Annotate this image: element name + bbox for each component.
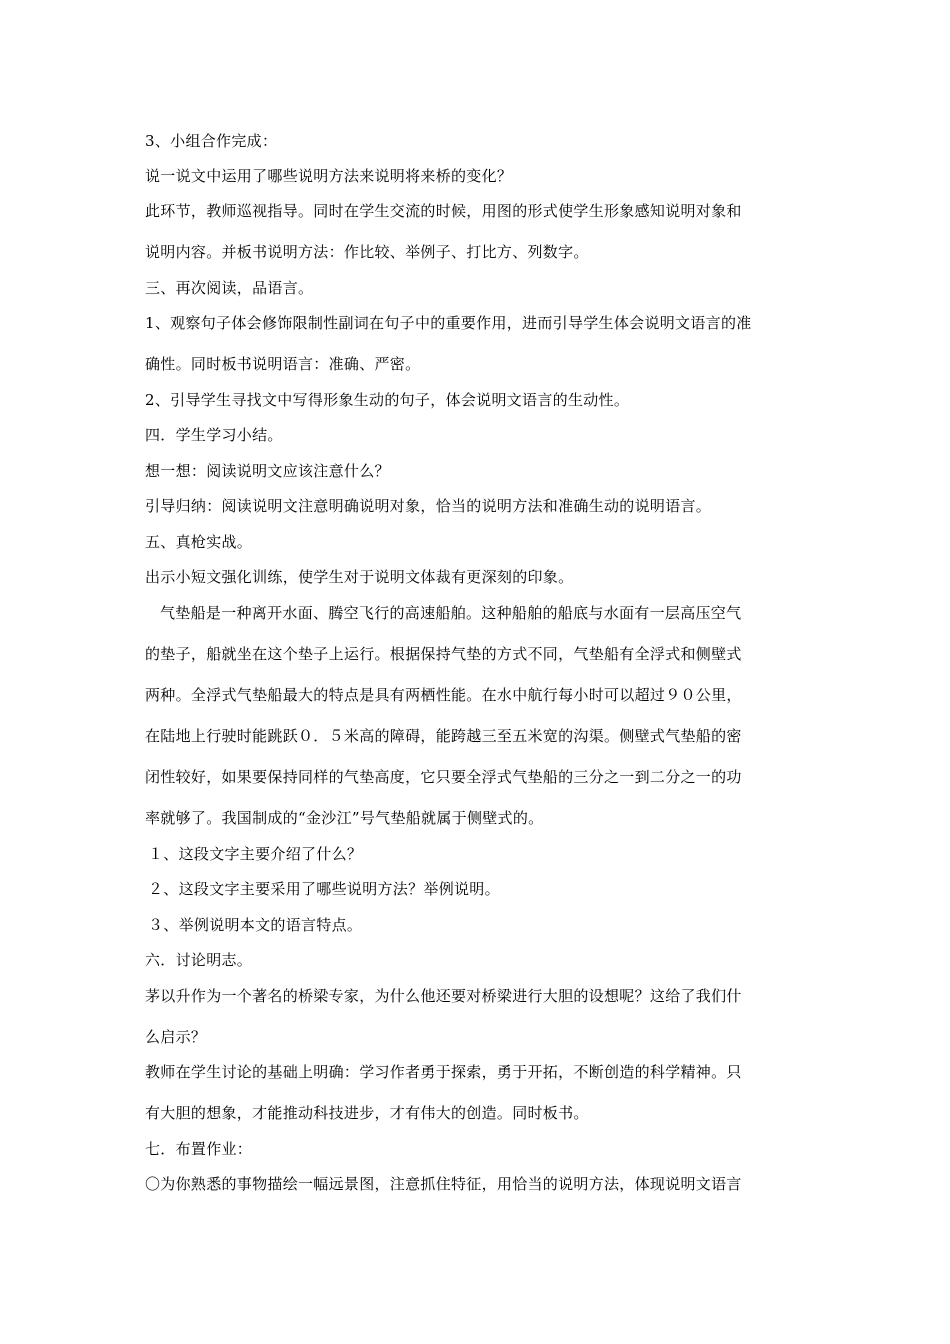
section-heading-7: 七．布置作业： bbox=[145, 1140, 253, 1158]
paragraph-line: 出示小短文强化训练，使学生对于说明文体裁有更深刻的印象。 bbox=[145, 568, 574, 586]
exercise-question-1: １、这段文字主要介绍了什么？ bbox=[148, 845, 363, 863]
paragraph-line: 引导归纳：阅读说明文注意明确说明对象，恰当的说明方法和准确生动的说明语言。 bbox=[145, 497, 712, 515]
task-question: 说一说文中运用了哪些说明方法来说明将来桥的变化？ bbox=[145, 167, 513, 185]
paragraph-line: 确性。同时板书说明语言：准确、严密。 bbox=[145, 355, 421, 373]
passage-line: 的垫子，船就坐在这个垫子上运行。根据保持气垫的方式不同，气垫船有全浮式和侧壁式 bbox=[145, 645, 742, 663]
passage-line: 在陆地上行驶时能跳跃０．５米高的障碍，能跨越三至五米宽的沟渠。侧壁式气垫船的密 bbox=[145, 727, 742, 745]
section-heading-5: 五、真枪实战。 bbox=[145, 533, 253, 551]
paragraph-line: 1、观察句子体会修饰限制性副词在句子中的重要作用，进而引导学生体会说明文语言的准 bbox=[145, 314, 752, 332]
paragraph-line: 教师在学生讨论的基础上明确：学习作者勇于探索，勇于开拓，不断创造的科学精神。只 bbox=[145, 1063, 742, 1081]
paragraph-line: 茅以升作为一个著名的桥梁专家，为什么他还要对桥梁进行大胆的设想呢？这给了我们什 bbox=[145, 987, 742, 1005]
homework-line: 〇为你熟悉的事物描绘一幅远景图，注意抓住特征，用恰当的说明方法，体现说明文语言 bbox=[145, 1175, 742, 1193]
passage-line: 两种。全浮式气垫船最大的特点是具有两栖性能。在水中航行每小时可以超过９０公里， bbox=[145, 686, 742, 704]
exercise-question-2: ２、这段文字主要采用了哪些说明方法？举例说明。 bbox=[148, 880, 500, 898]
passage-line: 率就够了。我国制成的“金沙江”号气垫船就属于侧壁式的。 bbox=[145, 809, 544, 827]
paragraph-line: 么启示？ bbox=[145, 1028, 207, 1046]
passage-line: 闭性较好，如果要保持同样的气垫高度，它只要全浮式气垫船的三分之一到二分之一的功 bbox=[145, 768, 742, 786]
section-heading-4: 四．学生学习小结。 bbox=[145, 426, 283, 444]
section-heading-6: 六．讨论明志。 bbox=[145, 951, 253, 969]
paragraph-line: 2、引导学生寻找文中写得形象生动的句子，体会说明文语言的生动性。 bbox=[145, 391, 630, 409]
step-3-heading: 3、小组合作完成： bbox=[145, 132, 278, 150]
passage-line: 气垫船是一种离开水面、腾空飞行的高速船舶。这种船舶的船底与水面有一层高压空气 bbox=[160, 604, 742, 622]
section-heading-3: 三、再次阅读，品语言。 bbox=[145, 279, 314, 297]
paragraph-line: 说明内容。并板书说明方法：作比较、举例子、打比方、列数字。 bbox=[145, 243, 589, 261]
paragraph-line: 想一想：阅读说明文应该注意什么？ bbox=[145, 462, 390, 480]
paragraph-line: 此环节，教师巡视指导。同时在学生交流的时候，用图的形式使学生形象感知说明对象和 bbox=[145, 202, 742, 220]
paragraph-line: 有大胆的想象，才能推动科技进步，才有伟大的创造。同时板书。 bbox=[145, 1104, 589, 1122]
exercise-question-3: ３、举例说明本文的语言特点。 bbox=[148, 916, 363, 934]
